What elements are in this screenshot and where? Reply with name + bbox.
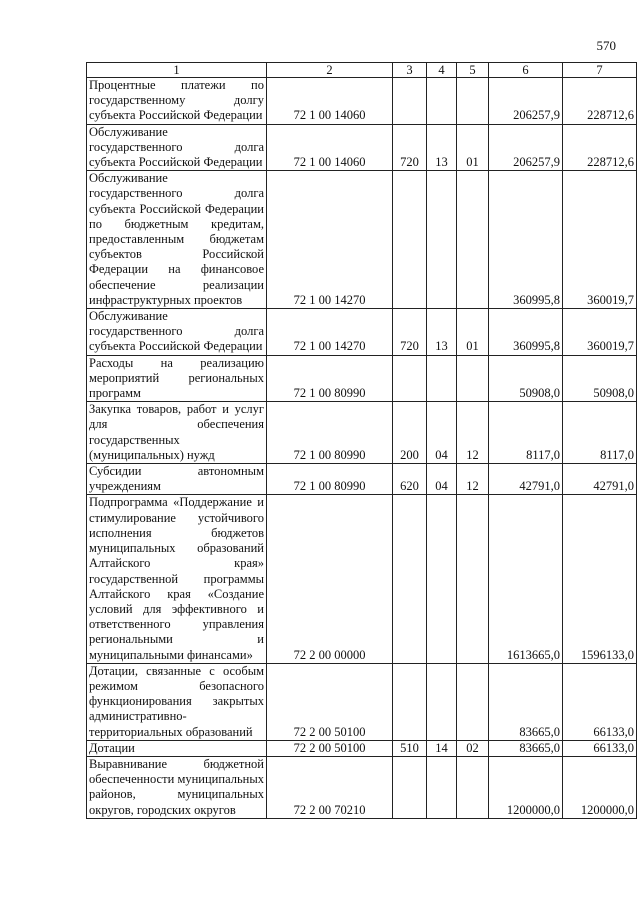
amount-year-2: 1596133,0 xyxy=(563,495,637,663)
expense-type xyxy=(393,663,427,740)
expense-type xyxy=(393,171,427,309)
section-code: 04 xyxy=(427,464,457,495)
section-code: 13 xyxy=(427,124,457,171)
column-header: 5 xyxy=(457,63,489,78)
row-name: Процентные платежи по государственному долгу субъекта Российской Федерации xyxy=(87,78,267,125)
amount-year-1: 83665,0 xyxy=(489,663,563,740)
table-row xyxy=(87,495,637,663)
expense-type: 720 xyxy=(393,124,427,171)
amount-year-1: 206257,9 xyxy=(489,78,563,125)
row-name: Дотации xyxy=(87,740,267,756)
section-code xyxy=(427,495,457,663)
column-header: 1 xyxy=(87,63,267,78)
amount-year-2: 228712,6 xyxy=(563,124,637,171)
amount-year-2: 66133,0 xyxy=(563,740,637,756)
table-row xyxy=(87,740,637,756)
budget-table xyxy=(86,62,637,819)
amount-year-2: 66133,0 xyxy=(563,663,637,740)
column-header: 2 xyxy=(267,63,393,78)
expense-type xyxy=(393,495,427,663)
subsection-code xyxy=(457,355,489,402)
subsection-code xyxy=(457,78,489,125)
subsection-code xyxy=(457,663,489,740)
row-name: Субсидии автономным учреждениям xyxy=(87,464,267,495)
target-code: 72 1 00 80990 xyxy=(267,464,393,495)
section-code xyxy=(427,171,457,309)
expense-type xyxy=(393,78,427,125)
section-code: 13 xyxy=(427,309,457,356)
row-name: Обслуживание государственного долга субъекта Российской Федерации xyxy=(87,309,267,356)
table-row xyxy=(87,402,637,464)
row-name: Обслуживание государственного долга субъекта Российской Федерации xyxy=(87,124,267,171)
amount-year-2: 360019,7 xyxy=(563,309,637,356)
subsection-code xyxy=(457,756,489,818)
subsection-code: 01 xyxy=(457,309,489,356)
row-name: Дотации, связанные с особым режимом безопасного функционирования закрытых административно-территориальных образований xyxy=(87,663,267,740)
amount-year-2: 8117,0 xyxy=(563,402,637,464)
target-code: 72 2 00 70210 xyxy=(267,756,393,818)
table-row xyxy=(87,309,637,356)
table-header-row xyxy=(87,63,637,78)
amount-year-2: 360019,7 xyxy=(563,171,637,309)
target-code: 72 1 00 14060 xyxy=(267,78,393,125)
amount-year-1: 1613665,0 xyxy=(489,495,563,663)
amount-year-2: 50908,0 xyxy=(563,355,637,402)
row-name: Подпрограмма «Поддержание и стимулирование устойчивого исполнения бюджетов муниципальных образований Алтайского края» государственной программы Алтайского края «Создание условий для эффективного и ответственного управления региональными и муниципальными финансами» xyxy=(87,495,267,663)
subsection-code: 12 xyxy=(457,464,489,495)
amount-year-1: 8117,0 xyxy=(489,402,563,464)
target-code: 72 2 00 00000 xyxy=(267,495,393,663)
expense-type: 200 xyxy=(393,402,427,464)
table-row xyxy=(87,464,637,495)
subsection-code: 12 xyxy=(457,402,489,464)
row-name: Выравнивание бюджетной обеспеченности муниципальных районов, муниципальных округов, городских округов xyxy=(87,756,267,818)
table-row xyxy=(87,124,637,171)
amount-year-2: 1200000,0 xyxy=(563,756,637,818)
expense-type xyxy=(393,355,427,402)
row-name: Закупка товаров, работ и услуг для обеспечения государственных (муниципальных) нужд xyxy=(87,402,267,464)
section-code xyxy=(427,355,457,402)
expense-type: 620 xyxy=(393,464,427,495)
row-name: Обслуживание государственного долга субъекта Российской Федерации по бюджетным кредитам, предоставленным бюджетам субъектов Российской Федерации на финансовое обеспечение реализации инфраструктурных проектов xyxy=(87,171,267,309)
amount-year-1: 83665,0 xyxy=(489,740,563,756)
section-code xyxy=(427,756,457,818)
table-row xyxy=(87,355,637,402)
subsection-code: 02 xyxy=(457,740,489,756)
section-code xyxy=(427,78,457,125)
subsection-code xyxy=(457,495,489,663)
section-code xyxy=(427,663,457,740)
column-header: 7 xyxy=(563,63,637,78)
table-row xyxy=(87,756,637,818)
target-code: 72 1 00 14060 xyxy=(267,124,393,171)
amount-year-1: 50908,0 xyxy=(489,355,563,402)
amount-year-1: 360995,8 xyxy=(489,309,563,356)
table-row xyxy=(87,663,637,740)
amount-year-1: 206257,9 xyxy=(489,124,563,171)
target-code: 72 2 00 50100 xyxy=(267,740,393,756)
amount-year-2: 42791,0 xyxy=(563,464,637,495)
target-code: 72 1 00 80990 xyxy=(267,402,393,464)
amount-year-1: 1200000,0 xyxy=(489,756,563,818)
column-header: 3 xyxy=(393,63,427,78)
expense-type: 720 xyxy=(393,309,427,356)
target-code: 72 1 00 14270 xyxy=(267,171,393,309)
column-header: 4 xyxy=(427,63,457,78)
section-code: 14 xyxy=(427,740,457,756)
target-code: 72 1 00 14270 xyxy=(267,309,393,356)
subsection-code xyxy=(457,171,489,309)
expense-type xyxy=(393,756,427,818)
section-code: 04 xyxy=(427,402,457,464)
row-name: Расходы на реализацию мероприятий региональных программ xyxy=(87,355,267,402)
table-row xyxy=(87,171,637,309)
column-header: 6 xyxy=(489,63,563,78)
target-code: 72 2 00 50100 xyxy=(267,663,393,740)
table-row xyxy=(87,78,637,125)
amount-year-1: 42791,0 xyxy=(489,464,563,495)
expense-type: 510 xyxy=(393,740,427,756)
subsection-code: 01 xyxy=(457,124,489,171)
page-number: 570 xyxy=(596,38,616,53)
amount-year-2: 228712,6 xyxy=(563,78,637,125)
target-code: 72 1 00 80990 xyxy=(267,355,393,402)
amount-year-1: 360995,8 xyxy=(489,171,563,309)
